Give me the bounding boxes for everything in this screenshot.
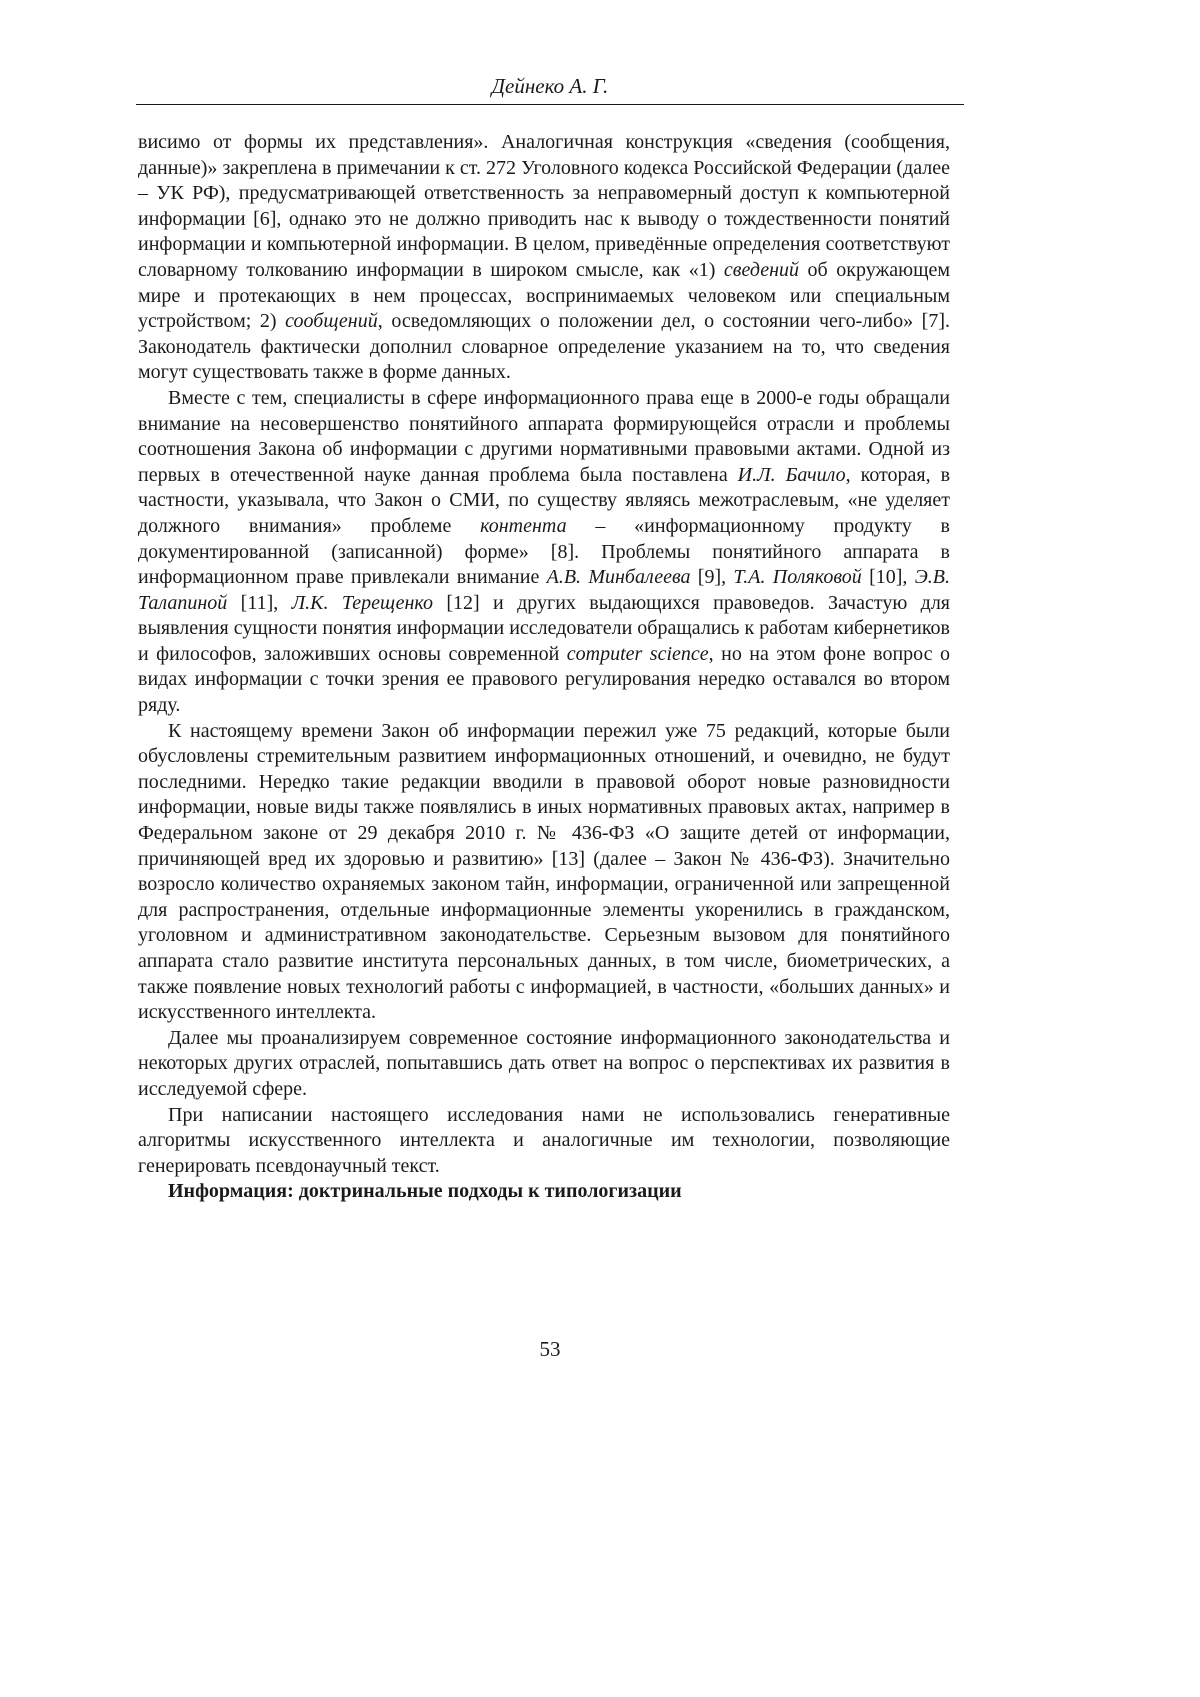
text-run: , но на этом фоне вопрос о видах информации с точки зрения ее правового регулирования нередко оставался во вто­ром ряду. [138, 643, 950, 716]
text-run: , осведомляющих о положении дел, о состоянии чего-либо» [7]. Законода­тель фактически дополнил словарное определение указанием на то, что сведения могут существовать также в форме данных. [138, 310, 950, 383]
paragraph-2 [138, 386, 950, 719]
paragraph-3 [138, 719, 950, 1026]
text-run: К настоящему времени Закон об информации пережил уже 75 редакций, которые были обусловлены стремительным развитием информационных отношений, и оче­видно, не будут последними. Нередко такие редакции вводили в правовой оборот новые разновидности информации, новые виды также появлялись в иных норма­тивных правовых актах, например в Федеральном законе от 29 декабря 2010 г. № 436-ФЗ «О защите детей от информации, причиняющей вред их здоровью и разви­тию» [13] (далее – Закон № 436-ФЗ). Значительно возросло количество охраняемых законом тайн, информации, ограниченной или запрещенной для распространения, отдельные информационные элементы укоренились в гражданском, уголовном и административном законодательстве. Серьезным вызовом для понятийного аппара­та стало развитие института персональных данных, в том числе, биометрических, а также появление новых технологий работы с информацией, в частности, «больших данных» и искусственного интеллекта. [138, 720, 950, 1024]
italic-term: Т.А. Поляковой [733, 566, 861, 588]
text-run: – «информационному продукту в документированной (записанной) форме» [8]. Проблемы понятийного аппарата в информационном праве привлекали внима­ние [138, 515, 950, 588]
text-run: [12] и других выдающихся правоведов. Зачастую для выявления сущности понятия информации исследователи обращались к работам кибернетиков и философов, за­ложивших основы современной [138, 592, 950, 665]
text-run: висимо от формы их представления». Аналогичная конструкция «сведения (сооб­щения, данные)» закреплена в примечании к ст. 272 Уголовного кодекса Российской Федерации (далее – УК РФ), предусматривающей ответственность за неправомер­ный доступ к компьютерной информации [6], однако это не должно приводить нас к выводу о тождественности понятий информации и компьютерной информации. В целом, приведённые определения соответствуют словарному толкованию информа­ции в широком смысле, как «1) [138, 131, 950, 281]
italic-term: Э.В. Талапиной [138, 566, 950, 614]
text-run: [9], [691, 566, 734, 588]
italic-term: кон­тента [480, 515, 566, 537]
text-run: [11], [227, 592, 291, 614]
text-run: , которая, в частности, указывала, что Закон о СМИ, по су­ществу являясь межотраслевым, «не уделяет должного внимания» проблеме [138, 464, 950, 537]
header-rule [136, 104, 964, 105]
italic-term: сведений [724, 259, 799, 281]
text-run: Вместе с тем, специалисты в сфере информационного права еще в 2000-е годы обращали внимание на несовершенство понятийного аппарата формирующейся от­расли и проблемы соотношения Закона об информации с другими нормативными правовыми актами. Одной из первых в отечественной науке данная проблема была поставлена [138, 387, 950, 486]
text-run: При написании настоящего исследования нами не использовались генеративные алгоритмы искусственного интеллекта и аналогичные им технологии, позволяющие генерировать псевдонаучный текст. [138, 1104, 950, 1177]
italic-term: И.Л. Бачило [738, 464, 846, 486]
running-head: Дейнеко А. Г. [136, 72, 964, 100]
italic-term: А.В. Минбалеева [547, 566, 691, 588]
text-run: Далее мы проанализируем современное состояние информационного законода­тельства и некоторых других отраслей, попытавшись дать ответ на вопрос о пер­спективах их развития в исследуемой сфере. [138, 1027, 950, 1100]
italic-term: computer science [567, 643, 709, 665]
paragraph-4 [138, 1026, 950, 1103]
body-text [138, 130, 950, 1205]
text-run: об окружающем мире и протекающих в нем процессах, воспринимаемых человеком или специальным устройством; 2) [138, 259, 950, 332]
section-heading: Информация: доктринальные подходы к типологизации [138, 1179, 950, 1205]
italic-term: со­общений [285, 310, 378, 332]
paragraph-1 [138, 130, 950, 386]
text-run: [10], [862, 566, 915, 588]
paragraph-5 [138, 1103, 950, 1180]
page-number: 53 [136, 1335, 964, 1363]
italic-term: Л.К. Терещенко [292, 592, 433, 614]
